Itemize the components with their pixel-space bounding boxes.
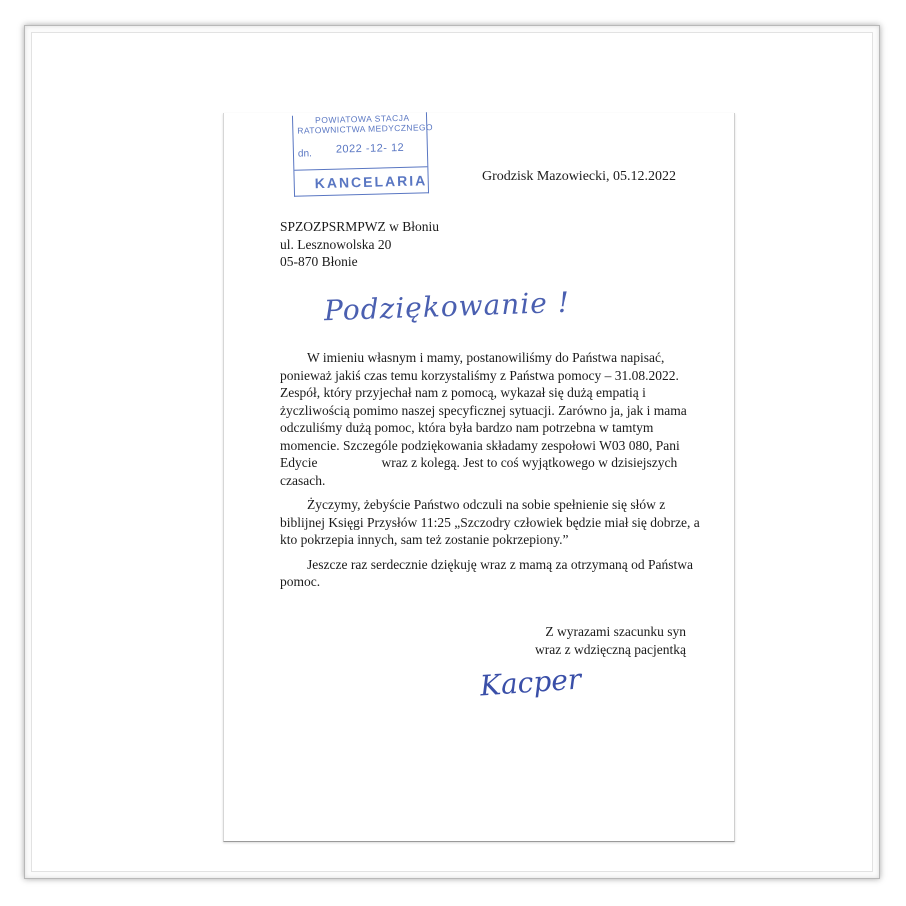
handwritten-title: Podziękowanie ! xyxy=(323,285,571,328)
stamp-prefix: dn. xyxy=(297,148,313,160)
address-line: 05-870 Błonie xyxy=(280,254,358,269)
recipient-address xyxy=(280,218,439,271)
stamp-date: 2022 -12- 12 xyxy=(335,141,405,156)
address-line: SPZOZPSRMPWZ w Błoniu xyxy=(280,219,440,234)
office-stamp xyxy=(292,112,434,197)
handwritten-signature: Kacper xyxy=(478,662,583,703)
paragraph-text: wraz z kolegą. Jest to coś wyjątkowego w dzisiejszych czasach. xyxy=(280,455,678,488)
address-line: ul. Lesznowolska 20 xyxy=(280,236,392,252)
closing-line: wraz z wdzięczną pacjentką xyxy=(534,641,686,657)
photo-frame xyxy=(24,25,880,879)
paragraph xyxy=(280,349,700,489)
paragraph: Jeszcze raz serdecznie dziękuję wraz z mamą za otrzymaną od Państwa pomoc. xyxy=(280,556,694,589)
stamp-line-2: RATOWNICTWA MEDYCZNEGO xyxy=(297,122,434,136)
stamp-office: KANCELARIA xyxy=(314,172,428,192)
stamp-line-1: POWIATOWA STACJA xyxy=(314,112,410,126)
stamp-divider xyxy=(294,166,427,170)
place-and-date: Grodzisk Mazowiecki, 05.12.2022 xyxy=(482,169,677,184)
paragraph: Życzymy, żebyście Państwo odczuli na sobie spełnienie się słów z biblijnej Księgi Przysłów 11:25 „Szczodry człowiek będzie miał się dobrze, a kto pokrzepia innych, sam też zostanie pokrzepiony.” xyxy=(280,497,700,547)
letter-page xyxy=(223,113,735,842)
paragraph-text: W imieniu własnym i mamy, postanowiliśmy do Państwa napisać, ponieważ jakiś czas temu korzystaliśmy z Państwa pomocy – 31.08.2022. Zespół, który przyjechał nam z pomocą, wykazał się dużą empatią i życzliwością pomimo naszej specyficznej sytuacji. Zarówno ja, jak i mama odczuliśmy dużą pomoc, która była bardzo nam potrzebna w tamtym momencie. Szczególe podziękowania składamy zespołowi W03 080, Pani Edycie xyxy=(280,350,687,470)
closing-line: Z wyrazami szacunku syn xyxy=(545,624,686,639)
letter-body xyxy=(280,349,700,598)
closing-block xyxy=(535,623,686,658)
